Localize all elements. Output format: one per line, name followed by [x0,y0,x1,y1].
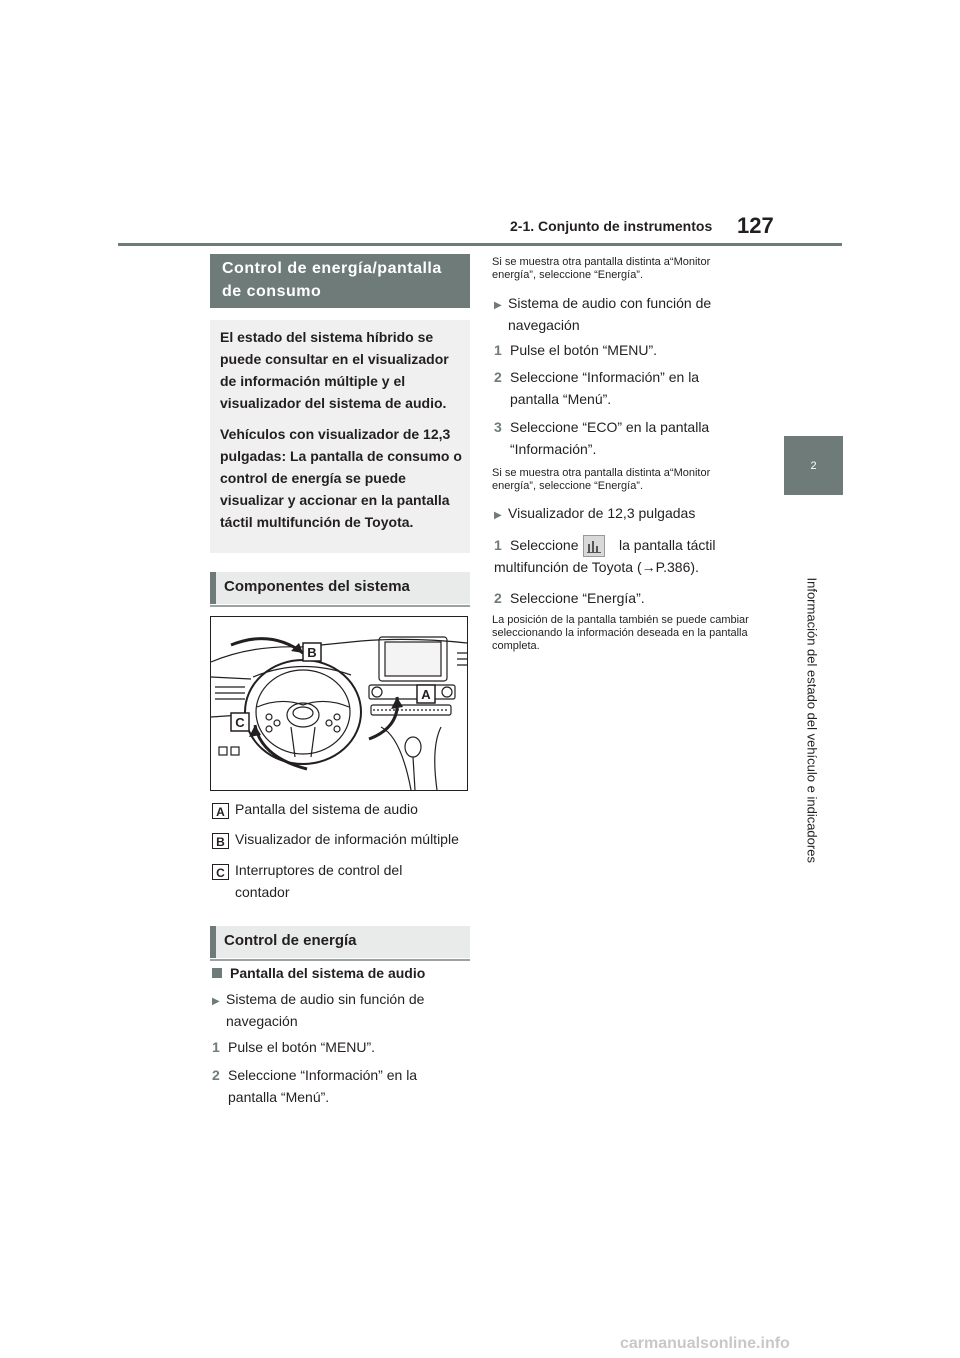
legend-item-b [212,829,459,849]
page-number: 127 [737,213,774,238]
step-text: Pulse el botón “MENU”. [510,342,658,358]
square-bullet-icon [212,968,222,978]
triangle-bullet-icon: ▶ [212,996,220,1007]
legend-text-b: Visualizador de información múltiple [235,831,459,847]
step-text: Seleccione “ECO” en la pantalla “Información”. [510,419,710,457]
right-step-1 [494,339,750,361]
subsection-text: Pantalla del sistema de audio [230,965,426,981]
legend-text-c: Interruptores de control del contador [235,862,403,900]
legend-item-a [212,799,418,819]
legend-key-a: A [212,803,229,819]
step-number: 2 [494,369,502,385]
legend-text-a: Pantalla del sistema de audio [235,801,418,817]
variant-nav-text: Sistema de audio con función de navegación [508,295,712,333]
step-text: Seleccione “Información” en la pantalla “Menú”. [228,1067,418,1105]
dashboard-illustration [211,617,467,790]
variant-12inch [494,502,750,527]
variant-no-nav [212,988,468,1032]
step-text: Seleccione “Información” en la pantalla “Menú”. [510,369,700,407]
right-note-1: Si se muestra otra pantalla distinta a“Monitor energía”, seleccione “Energía”. [492,256,711,281]
subsection-title [212,962,425,984]
legend-key-c: C [212,864,229,880]
control-heading: Control de energía [210,926,470,958]
header-rule [118,243,842,246]
right-step-3 [494,416,750,460]
step-number: 2 [212,1067,220,1083]
right-step-4-post-wrap [494,534,750,578]
variant-12inch-text: Visualizador de 12,3 pulgadas [508,505,696,521]
figure-label-c: C [235,715,245,730]
topic-title: Control de energía/pantalla de consumo [210,254,470,308]
step-text: Pulse el botón “MENU”. [228,1039,376,1055]
step-number: 1 [212,1039,220,1055]
step-text-post: la pantalla táctil multifunción de Toyota (→P.386). [494,537,716,575]
left-step-1 [212,1036,468,1058]
intro-paragraph-2: Vehículos con visualizador de 12,3 pulgadas: La pantalla de consumo o control de energía se puede visualizar y accionar en la pantalla táctil multifunción de Toyota. [220,426,462,530]
right-note-3: La posición de la pantalla también se puede cambiar seleccionando la información deseada en la pantalla completa. [492,614,749,652]
step-text: Seleccione “Energía”. [510,590,645,606]
components-heading: Componentes del sistema [210,572,470,604]
step-number: 1 [494,537,502,553]
figure-label-a: A [421,687,431,702]
variant-no-nav-text: Sistema de audio sin función de navegación [226,991,425,1029]
step-number: 1 [494,342,502,358]
triangle-bullet-icon: ▶ [494,510,502,521]
section-title: 2-1. Conjunto de instrumentos [510,218,713,234]
footer-watermark: carmanualsonline.info [620,1335,790,1352]
right-step-5 [494,587,750,609]
intro-box [210,320,470,553]
left-step-2 [212,1064,468,1108]
right-step-2 [494,366,750,410]
figure-label-b: B [307,645,317,660]
intro-paragraph-1: El estado del sistema híbrido se puede consultar en el visualizador de información múltiple y el visualizador del sistema de audio. [220,329,449,411]
chapter-title: Información del estado del vehículo e indicadores [804,577,820,863]
right-note-2: Si se muestra otra pantalla distinta a“Monitor energía”, seleccione “Energía”. [492,467,711,492]
legend-item-c [212,859,470,903]
chapter-tab: 2 [784,436,843,495]
legend-key-b: B [212,833,229,849]
step-number: 3 [494,419,502,435]
variant-nav [494,292,750,336]
triangle-bullet-icon: ▶ [494,300,502,311]
step-number: 2 [494,590,502,606]
step-text-pre: Seleccione [510,537,579,553]
dashboard-figure [210,616,468,791]
